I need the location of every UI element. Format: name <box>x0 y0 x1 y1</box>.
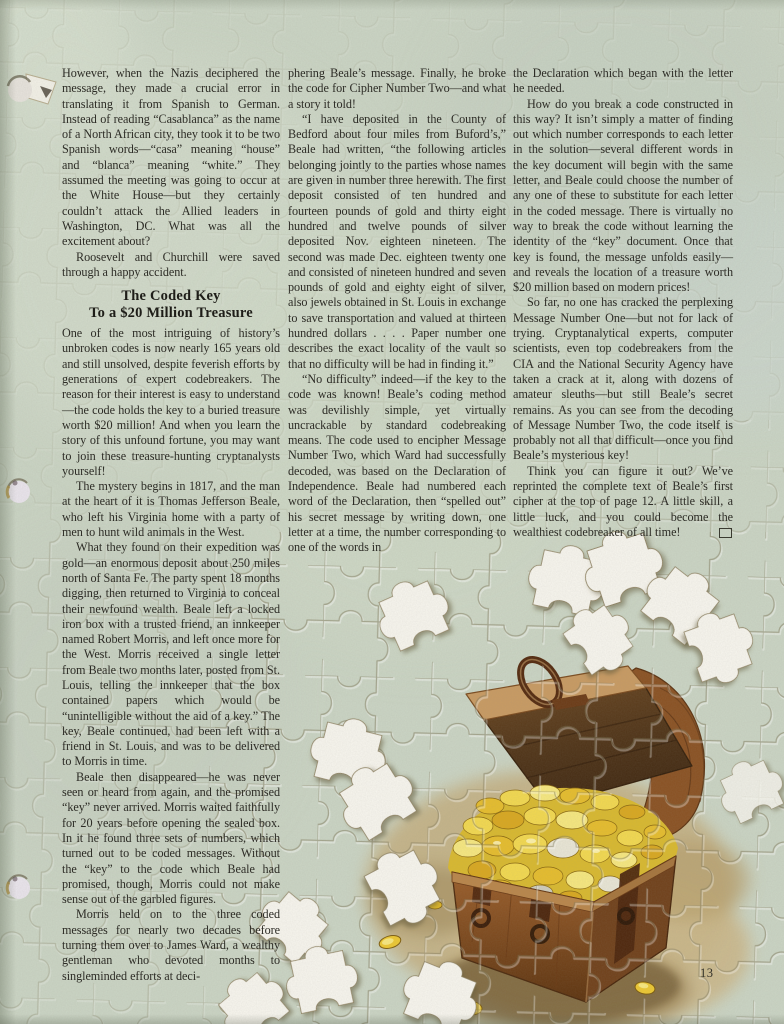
article-paragraph: How do you break a code constructed in this way? It isn’t simply a matter of finding out which number corresponds to each letter in the solution—several different words in the key document will begin with the same letter, and Beale could choose the number of any one of these to substitute for each letter in the coded message. There is virtually no way to break the code without learning the identity of the “key” document. Once that key is found, the message unfolds easily—and reveals the location of a treasure worth $20 million based on modern prices! <box>513 96 733 295</box>
article-column-3 <box>513 66 733 540</box>
end-of-article-icon <box>719 528 732 538</box>
article-paragraph: Morris held on to the three coded messages for nearly two decades before turning them over to James Ward, a wealthy gentleman who devoted months to singleminded efforts at deci- <box>62 907 280 983</box>
page-number: 13 <box>700 966 714 980</box>
article-paragraph: One of the most intriguing of history’s unbroken codes is now nearly 165 years old and still unsolved, despite feverish efforts by generations of expert codebreakers. The reason for their interest is easy to understand—the code holds the key to a buried treasure worth $20 million! And when you learn the story of this unfound fortune, you may want to join these treasure-hunting cryptanalysts yourself! <box>62 326 280 478</box>
headline-line-2: To a $20 Million Treasure <box>89 304 253 321</box>
article-paragraph: The mystery begins in 1817, and the man at the heart of it is Thomas Jefferson Beale, who left his Virginia home with a party of men to hunt wild animals in the West. <box>62 479 280 540</box>
article-paragraph: Beale then disappeared—he was never seen or heard from again, and the promised “key” never arrived. Morris waited faithfully for 20 years before opening the sealed box. In it he found three sets of numbers, which turned out to be coded messages. Without the “key” to the code which Beale had promised, though, Morris could not make sense out of the garbled figures. <box>62 769 280 907</box>
article-paragraph: Think you can figure it out? We’ve reprinted the complete text of Beale’s first cipher at the top of page 12. A little skill, a little luck, and you could become the wealthiest codebreaker of all time! <box>513 463 733 539</box>
article-paragraph: However, when the Nazis deciphered the message, they made a crucial error in translating it from Spanish to German. Instead of reading “Casablanca” as the name of a North African city, they took it to be two Spanish words—“casa” meaning “house” and “blanca” meaning “white.” They assumed the meeting was going to occur at the White House—but they certainly couldn’t attack the Allied leaders in Washington, DC. What was all the excitement about? <box>62 66 280 249</box>
article-paragraph: the Declaration which began with the letter he needed. <box>513 66 733 96</box>
top-edge-shadow <box>0 0 784 10</box>
headline-line-1: The Coded Key <box>121 288 221 305</box>
article-paragraph: “I have deposited in the County of Bedford about four miles from Buford’s,” Beale had written, “the following articles belonging jointly to the parties whose names are given in number three herewith. The first deposit consisted of ten hundred and fourteen pounds of gold and thirty eight hundred and twelve pounds of silver deposited Nov. eighteen nineteen. The second was made Dec. eighteen twenty one and consisted of nineteen hundred and seven pounds of gold and eighty eight of silver, also jewels obtained in St. Louis in exchange to save transportation and valued at thirteen hundred dollars . . . . Paper number one describes the exact locality of the vault so that no difficulty will be had in finding it.” <box>288 111 506 371</box>
article-paragraph: So far, no one has cracked the perplexing Message Number One—but not for lack of trying. Cryptanalytical experts, computer scientists, even top codebreakers from the CIA and the National Security Agency have taken a crack at it, along with dozens of amateur sleuths—but still Beale’s secret remains. As you can see from the decoding of Message Number Two, the code itself is probably not all that difficult—once you find Beale’s mysterious key! <box>513 295 733 463</box>
article-paragraph: phering Beale’s message. Finally, he broke the code for Cipher Number Two—and what a story it told! <box>288 66 506 111</box>
article-column-1 <box>62 66 280 984</box>
article-headline <box>62 288 280 321</box>
bottom-edge-shadow <box>0 1014 784 1024</box>
article-paragraph: What they found on their expedition was gold—an enormous deposit about 250 miles north of Santa Fe. The party spent 18 months digging, then returned to Virginia to conceal their newfound wealth. Beale left a locked iron box with a trusted friend, an innkeeper named Robert Morris, and left once more for the West. Morris received a single letter from Beale two months later, posted from St. Louis, telling the innkeeper that the box contained papers which would be “unintelligible without the aid of a key.” The key, Beale continued, had been left with a friend in St. Louis, and was to be delivered to Morris in time. <box>62 540 280 769</box>
article-paragraph: Roosevelt and Churchill were saved through a happy accident. <box>62 249 280 279</box>
left-edge-shadow <box>0 0 16 1024</box>
article-column-2 <box>288 66 506 556</box>
article-paragraph: “No difficulty” indeed—if the key to the code was known! Beale’s coding method was devilishly simple, yet virtually uncrackable by standard codebreaking means. The code used to encipher Message Number Two, which Ward had successfully decoded, was based on the Declaration of Independence. Beale had numbered each word of the Declaration, then “spelled out” his secret message by writing down, one letter at a time, the number corresponding to one of the words in <box>288 371 506 555</box>
